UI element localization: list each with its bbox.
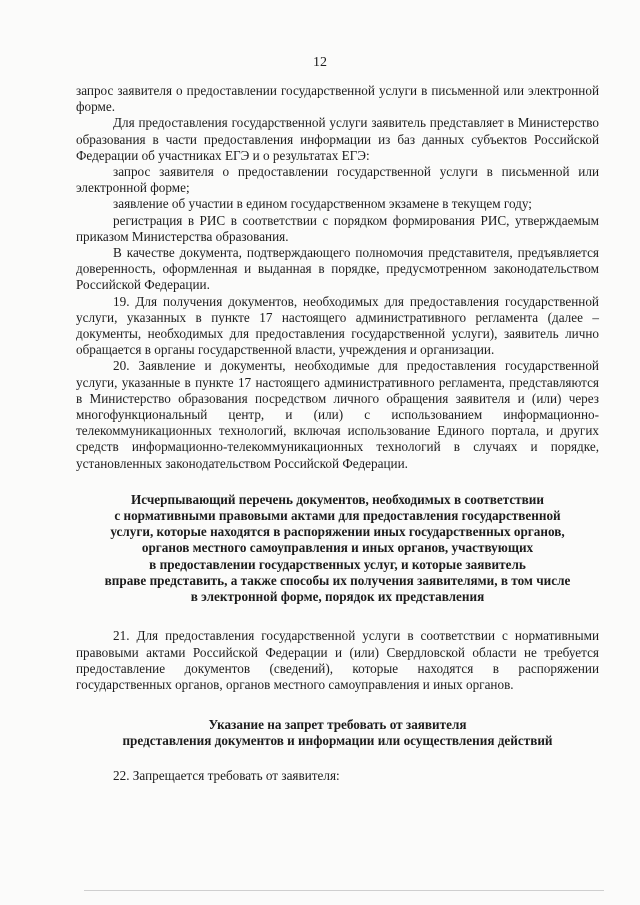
heading-line: в предоставлении государственных услуг, и которые заявитель <box>149 556 526 572</box>
section-heading-prohibition <box>76 717 599 749</box>
paragraph-20: 20. Заявление и документы, необходимые для предоставления государственной услуги, указанные в пункте 17 настоящего административного регламента, представляются в Министерство образования посредством личного обращения заявителя и (или) через многофункциональный центр, и (или) с использованием информационно-телекоммуникационных технологий, включая использование Единого портала, и других средств информационно-телекоммуникационных технологий в случаях и порядке, установленных законодательством Российской Федерации. <box>76 358 599 471</box>
heading-line: Указание на запрет требовать от заявителя <box>208 717 467 733</box>
page-number: 12 <box>313 55 327 70</box>
paragraph-22: 22. Запрещается требовать от заявителя: <box>113 767 340 783</box>
heading-line: Исчерпывающий перечень документов, необходимых в соответствии <box>131 491 544 507</box>
paragraph: регистрация в РИС в соответствии с порядком формирования РИС, утверждаемым приказом Министерства образования. <box>76 212 599 244</box>
heading-line: с нормативными правовыми актами для предоставления государственной <box>114 508 561 524</box>
heading-line: представления документов и информации или осуществления действий <box>122 733 553 749</box>
paragraph: заявление об участии в едином государственном экзамене в текущем году; <box>113 196 532 212</box>
paragraph: Для предоставления государственной услуги заявитель представляет в Министерство образования в части предоставления информации из баз данных субъектов Российской Федерации об участниках ЕГЭ и о результатах ЕГЭ: <box>76 115 599 163</box>
section-heading-documents-list <box>76 492 599 605</box>
heading-line: вправе представить, а также способы их получения заявителями, в том числе <box>104 572 571 588</box>
paragraph: В качестве документа, подтверждающего полномочия представителя, предъявляется доверенность, оформленная и выданная в порядке, предусмотренном законодательством Российской Федерации. <box>76 245 599 293</box>
paragraph-19: 19. Для получения документов, необходимых для предоставления государственной услуги, указанных в пункте 17 настоящего административного регламента (далее – документы, необходимых для предоставления государственной услуги), заявитель лично обращается в органы государственной власти, учреждения и организации. <box>76 293 599 358</box>
heading-line: органов местного самоуправления и иных органов, участвующих <box>141 540 534 556</box>
scan-edge-line <box>84 890 604 891</box>
paragraph: запрос заявителя о предоставлении государственной услуги в письменной или электронной форме. <box>76 83 599 115</box>
heading-line: в электронной форме, порядок их представления <box>190 589 485 605</box>
paragraph-21: 21. Для предоставления государственной услуги в соответствии с нормативными правовыми актами Российской Федерации и (или) Свердловской области не требуется предоставление документов (сведений), которые находятся в распоряжении государственных органов, органов местного самоуправления и иных органов. <box>76 628 599 692</box>
heading-line: услуги, которые находятся в распоряжении иных государственных органов, <box>110 524 565 540</box>
paragraph: запрос заявителя о предоставлении государственной услуги в письменной или электронной форме; <box>76 164 599 196</box>
document-body <box>76 83 599 784</box>
